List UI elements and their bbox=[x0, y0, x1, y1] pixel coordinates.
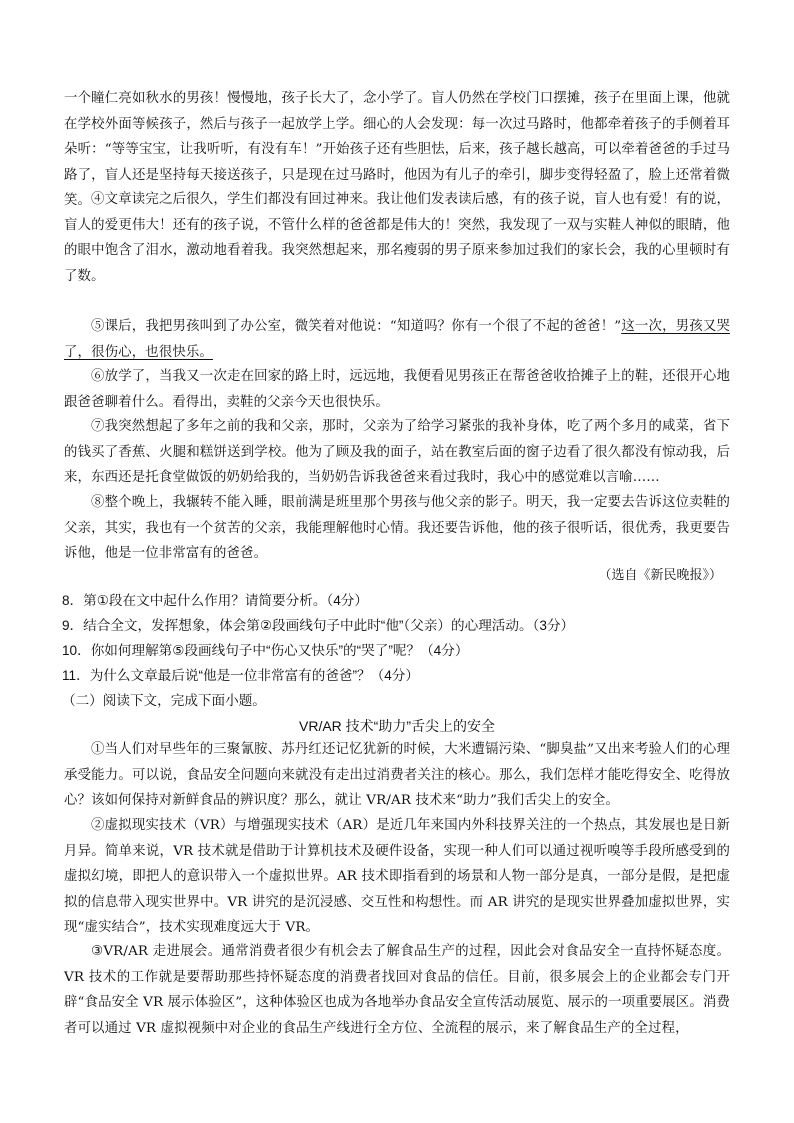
story-paragraph-continued: 一个瞳仁亮如秋水的男孩！慢慢地，孩子长大了，念小学了。盲人仍然在学校门口摆摊，孩子在里面上课，他就在学校外面等候孩子，然后与孩子一起放学上学。细心的人会发现：每一次过马路时，他都牵着孩子的手侧着耳朵听：“等等宝宝，让我听听，有没有车！”开始孩子还有些胆怯，后来，孩子越长越高，可以牵着爸爸的手过马路了，盲人还是坚持每天接送孩子，只是现在过马路时，他因为有儿子的牵引，脚步变得轻盈了，脸上还常着微笑。 bbox=[64, 91, 730, 208]
story-paragraph-5-text: ⑤课后，我把男孩叫到了办公室，微笑着对他说：“知道吗？你有一个很了不起的爸爸！” bbox=[91, 319, 622, 334]
story-paragraph-6: ⑥放学了，当我又一次走在回家的路上时，远远地，我便看见男孩正在帮爸爸收拾摊子上的鞋，还很开心地跟爸爸聊着什么。看得出，卖鞋的父亲今天也很快乐。 bbox=[64, 369, 730, 410]
question-8: 8．第①段在文中起什么作用？请简要分析。（4分） bbox=[62, 593, 368, 608]
question-9: 9．结合全文，发挥想象，体会第②段画线句子中此时“他”（父亲）的心理活动。（3分） bbox=[62, 618, 575, 633]
article-paragraph-2: ②虚拟现实技术（VR）与增强现实技术（AR）是近几年来国内外科技界关注的一个热点，其发展也是日新月异。简单来说，VR 技术就是借助于计算机技术及硬件设备，实现一种人们可以通过视听嗅等手段所感受到的虚拟幻境，即把人的意识带入一个虚拟世界。AR 技术即指看到的场景和人物一部分是真，一部分是假，是把虚拟的信息带入现实世界中。VR 讲究的是沉浸感、交互性和构想性。而 AR 讲究的是现实世界叠加虚拟世界，实现“虚实结合”，技术实现难度远大于 VR。 bbox=[64, 818, 730, 935]
story-paragraph-7: ⑦我突然想起了多年之前的我和父亲，那时，父亲为了给学习紧张的我补身体，吃了两个多月的咸菜，省下的钱买了香蕉、火腿和糕饼送到学校。他为了顾及我的面子，站在教室后面的窗子边看了很久都没有惊动我，后来，东西还是托食堂做饭的奶奶给我的，当奶奶告诉我爸爸来看过我时，我心中的感觉难以言喻…… bbox=[64, 419, 730, 485]
article-paragraph-3: ③VR/AR 走进展会。通常消费者很少有机会去了解食品生产的过程，因此会对食品安全一直持怀疑态度。VR 技术的工作就是要帮助那些持怀疑态度的消费者找回对食品的信任。目前，很多展会上的企业都会专门开辟“食品安全 VR 展示体验区”，这种体验区也成为各地举办食品安全宣传活动展览、展示的一项重要展区。消费者可以通过 VR 虚拟视频中对企业的食品生产线进行全方位、全流程的展示，来了解食品生产的全过程， bbox=[64, 944, 730, 1036]
article-title: VR/AR 技术“助力”舌尖上的安全 bbox=[299, 718, 495, 734]
story-paragraph-8: ⑧整个晚上，我辗转不能入睡，眼前满是班里那个男孩与他父亲的影子。明天，我一定要去告诉这位卖鞋的父亲，其实，我也有一个贫苦的父亲，我能理解他时心情。我还要告诉他，他的孩子很听话，很优秀，我更要告诉他，他是一位非常富有的爸爸。 bbox=[64, 495, 730, 561]
underlined-sentence: 这一次，男孩又哭了，很伤心，也很快乐。 bbox=[64, 319, 730, 360]
section-2-heading: （二）阅读下文，完成下面小题。 bbox=[62, 693, 266, 708]
question-10: 10．你如何理解第⑤段画线句子中“伤心又快乐”的“哭了”呢？（4分） bbox=[62, 643, 469, 658]
question-11: 11．为什么文章最后说“他是一位非常富有的爸爸”？（4分） bbox=[62, 668, 419, 683]
article-paragraph-1: ①当人们对早些年的三聚氰胺、苏丹红还记忆犹新的时候，大米遭镉污染、“脚臭盐”又出来考验人们的心理承受能力。可以说，食品安全问题向来就没有走出过消费者关注的核心。那么，我们怎样才能吃得安全、吃得放心？该如何保持对新鲜食品的辨识度？那么，就让 VR/AR 技术来“助力”我们舌尖上的安全。 bbox=[64, 742, 730, 808]
source-citation: （选自《新民晚报》） bbox=[598, 568, 722, 583]
story-paragraph-4: ④文章读完之后很久，学生们都没有回过神来。我让他们发表读后感，有的孩子说，盲人也有爱！有的说，盲人的爱更伟大！还有的孩子说，不管什么样的爸爸都是伟大的！突然，我发现了一双与实鞋人神似的眼睛，他的眼中饱含了泪水，激动地看着我。我突然想起来，那名瘦弱的男子原来参加过我们的家长会，我的心里顿时有了数。 bbox=[64, 192, 730, 284]
story-paragraph-5 bbox=[64, 314, 730, 365]
